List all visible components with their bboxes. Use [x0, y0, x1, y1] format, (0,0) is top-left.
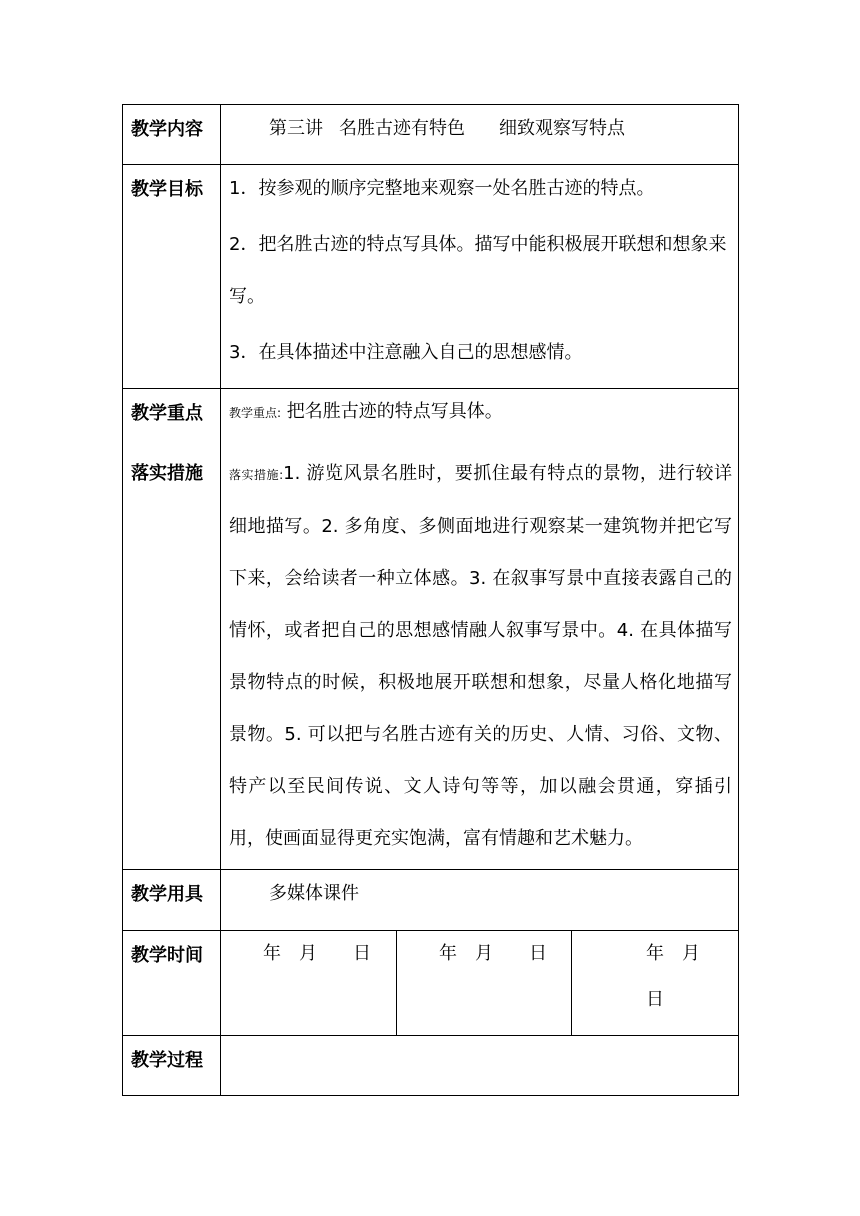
focus-line [229, 389, 732, 436]
label-goals [123, 165, 221, 389]
label-process-text: 教学过程 [131, 1050, 203, 1071]
row-content [123, 105, 739, 165]
goal-item-2: 2．把名胜古迹的特点写具体。描写中能积极展开联想和想象来写。 [229, 234, 727, 307]
process-cell [221, 1036, 739, 1096]
label-time [123, 931, 221, 1036]
lecture-number: 第三讲 [269, 118, 323, 139]
tools-cell [221, 870, 739, 931]
row-time [123, 931, 739, 1036]
date-2: 年 月 日 [439, 943, 547, 964]
focus-prefix: 教学重点: [229, 406, 282, 420]
date-cell-3 [572, 931, 739, 1036]
label-tools-text: 教学用具 [131, 884, 203, 905]
label-time-text: 教学时间 [131, 945, 203, 966]
date-cell-1 [221, 931, 397, 1036]
goal-item-3: 3．在具体描述中注意融入自己的思想感情。 [229, 342, 583, 363]
row-goals [123, 165, 739, 389]
goal-item-1: 1．按参观的顺序完整地来观察一处名胜古迹的特点。 [229, 178, 655, 199]
date-cell-2 [397, 931, 572, 1036]
label-content [123, 105, 221, 165]
label-content-text: 教学内容 [131, 119, 203, 140]
lesson-plan-table [122, 104, 739, 1096]
label-tools [123, 870, 221, 931]
measures-prefix: 落实措施: [229, 468, 284, 482]
label-focus-measures [123, 389, 221, 870]
row-focus [123, 389, 739, 870]
date-3: 年 月 日 [646, 943, 718, 1010]
content-cell [221, 105, 739, 165]
label-process [123, 1036, 221, 1096]
date-1: 年 月 日 [263, 943, 371, 964]
goals-cell [221, 165, 739, 389]
lecture-subtitle: 细致观察写特点 [499, 118, 625, 139]
label-focus-text: 教学重点 [131, 403, 203, 424]
label-measures-text: 落实措施 [131, 463, 203, 484]
row-process [123, 1036, 739, 1096]
lecture-topic: 名胜古迹有特色 [339, 118, 465, 139]
lesson-title [229, 105, 732, 141]
tools-value: 多媒体课件 [269, 883, 359, 904]
measures-text: 1. 游览风景名胜时，要抓住最有特点的景物，进行较详细地描写。2. 多角度、多侧面地进行观察某一建筑物并把它写下来，会给读者一种立体感。3. 在叙事写景中直接表露自己的情怀，或者把自己的思想感情融人叙事写景中。4. 在具体描写景物特点的时候，积极地展开联想和想象，尽量人格化地描写景物。5. 可以把与名胜古迹有关的历史、人情、习俗、文物、特产以至民间传说、文人诗句等等，加以融会贯通，穿插引用，使画面显得更充实饱满，富有情趣和艺术魅力。 [229, 463, 732, 849]
measures-block [229, 448, 732, 865]
row-tools [123, 870, 739, 931]
focus-text: 把名胜古迹的特点写具体。 [286, 401, 503, 422]
focus-cell [221, 389, 739, 870]
label-goals-text: 教学目标 [131, 179, 203, 200]
